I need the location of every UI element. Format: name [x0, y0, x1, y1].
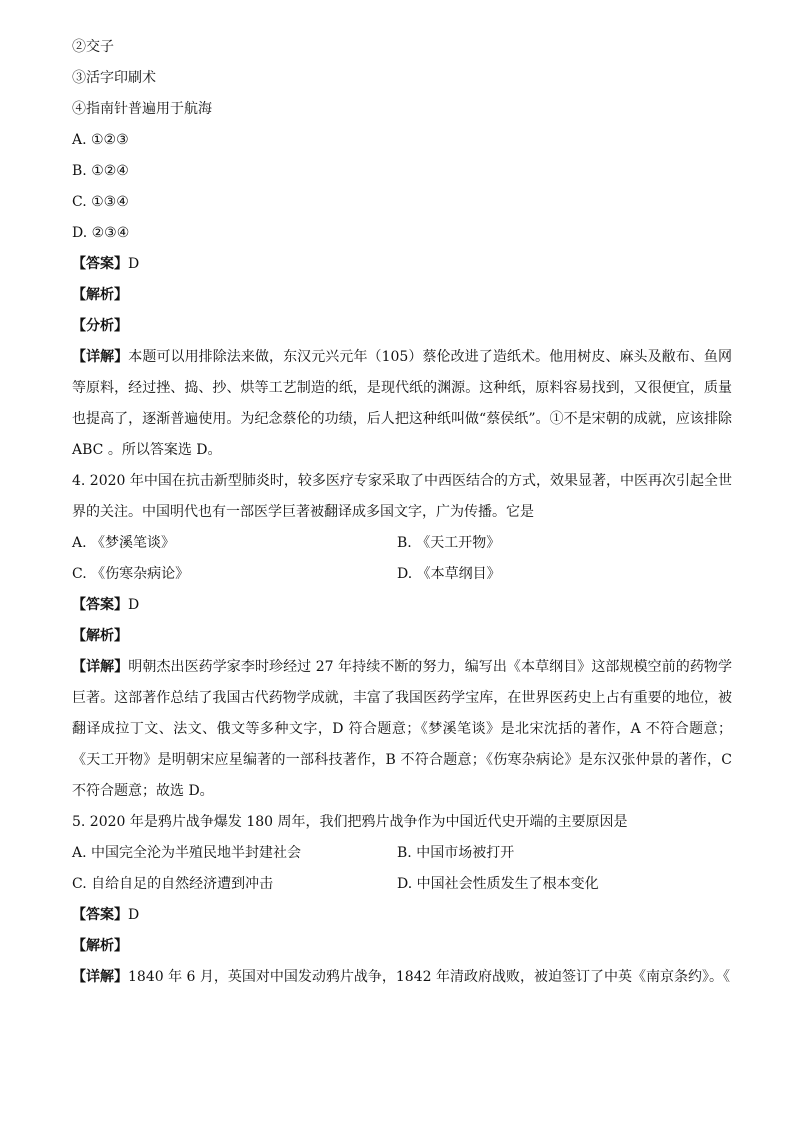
answer-tag: 【答案】 — [72, 597, 128, 613]
q5-option-b: B. 中国市场被打开 — [397, 845, 515, 861]
detail-tag: 【详解】 — [72, 969, 128, 985]
q3-option-c: C. ①③④ — [72, 194, 129, 210]
q3-option-a: A. ①②③ — [72, 132, 129, 148]
q4-option-c: C. 《伤寒杂病论》 — [72, 566, 190, 582]
q5-option-c: C. 自给自足的自然经济遭到冲击 — [72, 876, 274, 892]
detail-text: 本题可以用排除法来做，东汉元兴元年（105）蔡伦改进了造纸术。他用树皮、麻头及敝布、鱼网等原料，经过挫、捣、抄、烘等工艺制造的纸，是现代纸的渊源。这种纸，原料容易找到，又很便宜，质量也提高了，逐渐普遍使用。为纪念蔡伦的功绩，后人把这种纸叫做“蔡侯纸”。①不是宋朝的成就，应该排除 ABC 。所以答案选 D。 — [72, 349, 732, 458]
detail-tag: 【详解】 — [72, 659, 129, 675]
answer-value: D — [128, 597, 140, 613]
answer-value: D — [128, 907, 140, 923]
q3-option-d: D. ②③④ — [72, 225, 130, 241]
q4-option-a: A. 《梦溪笔谈》 — [72, 535, 176, 551]
detail-text: 明朝杰出医药学家李时珍经过 27 年持续不断的努力，编写出《本草纲目》这部规模空前的药物学巨著。这部著作总结了我国古代药物学成就，丰富了我国医药学宝库，在世界医药史上占有重要的地位，被翻译成拉丁文、法文、俄文等多种文字，D 符合题意；《梦溪笔谈》是北宋沈括的著作，A 不符合题意；《天工开物》是明朝宋应星编著的一部科技著作，B 不符合题意；《伤寒杂病论》是东汉张仲景的著作，C 不符合题意；故选 D。 — [72, 659, 733, 799]
q3-fenxi-tag: 【分析】 — [72, 318, 128, 334]
q4-option-d: D. 《本草纲目》 — [397, 566, 501, 582]
detail-tag: 【详解】 — [72, 349, 129, 365]
q5-options-row-2 — [72, 869, 732, 900]
q4-analysis-tag: 【解析】 — [72, 628, 128, 644]
answer-tag: 【答案】 — [72, 907, 128, 923]
q3-analysis-tag: 【解析】 — [72, 287, 128, 303]
q5-options-row-1 — [72, 838, 732, 869]
q4-answer — [72, 590, 732, 621]
q5-detail — [72, 962, 732, 993]
q3-answer — [72, 249, 732, 280]
q4-stem: 4. 2020 年中国在抗击新型肺炎时，较多医疗专家采取了中西医结合的方式，效果显著，中医再次引起全世界的关注。中国明代也有一部医学巨著被翻译成多国文字，广为传播。它是 — [72, 473, 732, 520]
q4-option-b: B. 《天工开物》 — [397, 535, 501, 551]
document-page — [72, 32, 732, 993]
q5-option-a: A. 中国完全沦为半殖民地半封建社会 — [72, 845, 302, 861]
detail-text: 1840 年 6 月，英国对中国发动鸦片战争，1842 年清政府战败，被迫签订了中英《南京条约》。《 — [128, 969, 730, 985]
answer-tag: 【答案】 — [72, 256, 128, 272]
answer-value: D — [128, 256, 140, 272]
q3-item-3: ③活字印刷术 — [72, 70, 156, 86]
q3-item-2: ②交子 — [72, 39, 114, 55]
q3-item-4: ④指南针普遍用于航海 — [72, 101, 212, 117]
q4-detail — [72, 652, 732, 807]
q5-option-d: D. 中国社会性质发生了根本变化 — [397, 876, 599, 892]
q5-analysis-tag: 【解析】 — [72, 938, 128, 954]
q5-stem: 5. 2020 年是鸦片战争爆发 180 周年，我们把鸦片战争作为中国近代史开端的主要原因是 — [72, 814, 628, 830]
q4-options-row-1 — [72, 528, 732, 559]
q5-answer — [72, 900, 732, 931]
q3-option-b: B. ①②④ — [72, 163, 129, 179]
q3-detail — [72, 342, 732, 466]
q4-options-row-2 — [72, 559, 732, 590]
